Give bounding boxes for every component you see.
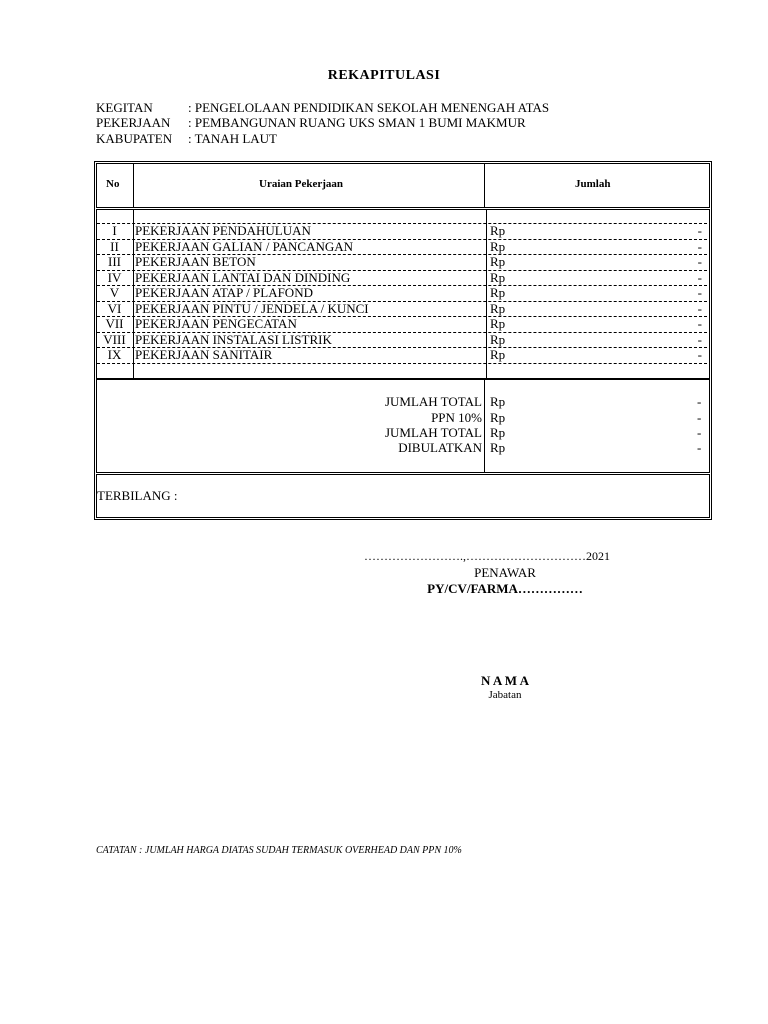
table-row <box>96 301 708 316</box>
rounded-row <box>96 440 482 455</box>
row-separator <box>97 363 707 364</box>
table-header <box>96 163 710 208</box>
row-amount: - <box>697 285 702 300</box>
total-label: JUMLAH TOTAL <box>384 394 482 409</box>
row-currency: Rp <box>490 347 506 362</box>
info-row-kegiatan <box>96 100 549 116</box>
total-label: JUMLAH TOTAL <box>384 425 482 440</box>
total-amount: - <box>697 425 702 440</box>
row-amount: - <box>697 270 702 285</box>
row-currency: Rp <box>490 254 506 269</box>
signer-position: Jabatan <box>488 689 522 701</box>
row-amount: - <box>697 223 702 238</box>
total-label: PPN 10% <box>431 410 482 425</box>
table-row <box>96 347 708 362</box>
terbilang-section <box>96 474 710 518</box>
row-currency: Rp <box>490 270 506 285</box>
table-row <box>96 223 708 238</box>
table-row <box>96 239 708 254</box>
header-divider <box>484 163 485 208</box>
signer-role: PENAWAR <box>474 565 536 580</box>
row-number: II <box>110 239 119 254</box>
date-line: …………………….,…………………………2021 <box>364 549 610 563</box>
table-row <box>96 270 708 285</box>
footnote: CATATAN : JUMLAH HARGA DIATAS SUDAH TERMASUK OVERHEAD DAN PPN 10% <box>96 845 462 856</box>
row-description: PEKERJAAN SANITAIR <box>135 347 273 362</box>
info-label: KABUPATEN <box>96 131 173 146</box>
header-desc: Uraian Pekerjaan <box>259 178 344 190</box>
row-description: PEKERJAAN BETON <box>135 254 256 269</box>
row-currency: Rp <box>490 316 506 331</box>
row-number: IX <box>107 347 122 362</box>
row-description: PEKERJAAN PINTU / JENDELA / KUNCI <box>135 301 369 316</box>
table-row <box>96 285 708 300</box>
row-currency: Rp <box>490 239 506 254</box>
header-no: No <box>106 178 120 190</box>
row-number: III <box>108 254 121 269</box>
info-value: : PEMBANGUNAN RUANG UKS SMAN 1 BUMI MAKMUR <box>188 115 526 130</box>
signer-name: N A M A <box>480 673 530 688</box>
row-currency: Rp <box>490 285 506 300</box>
row-amount: - <box>697 301 702 316</box>
row-description: PEKERJAAN ATAP / PLAFOND <box>135 285 313 300</box>
total-amount: - <box>697 410 702 425</box>
info-label: KEGITAN <box>96 100 153 115</box>
info-row-kabupaten <box>96 131 277 147</box>
row-number: VII <box>105 316 124 331</box>
row-description: PEKERJAAN LANTAI DAN DINDING <box>135 270 351 285</box>
table-row <box>96 332 708 347</box>
table-row <box>96 316 708 331</box>
terbilang-label: TERBILANG : <box>97 488 178 503</box>
table-row <box>96 254 708 269</box>
grand-total-row <box>96 425 482 440</box>
total-currency: Rp <box>490 394 506 409</box>
document-title: REKAPITULASI <box>327 68 441 83</box>
row-number: V <box>109 285 120 300</box>
row-amount: - <box>697 316 702 331</box>
row-description: PEKERJAAN PENGECATAN <box>135 316 297 331</box>
info-value: : PENGELOLAAN PENDIDIKAN SEKOLAH MENENGAH ATAS <box>188 100 550 115</box>
row-amount: - <box>697 254 702 269</box>
total-currency: Rp <box>490 410 506 425</box>
total-label: DIBULATKAN <box>398 440 482 455</box>
total-row <box>96 394 482 409</box>
company-name: PY/CV/FARMA…………… <box>427 581 583 596</box>
header-divider <box>133 163 134 208</box>
info-value: : TANAH LAUT <box>188 131 277 146</box>
row-number: VIII <box>103 332 126 347</box>
total-amount: - <box>697 440 702 455</box>
row-currency: Rp <box>490 332 506 347</box>
row-number: VI <box>107 301 122 316</box>
row-number: I <box>112 223 117 238</box>
ppn-row <box>96 410 482 425</box>
row-number: IV <box>107 270 122 285</box>
info-row-pekerjaan <box>96 115 526 131</box>
row-description: PEKERJAAN INSTALASI LISTRIK <box>135 332 332 347</box>
row-description: PEKERJAAN PENDAHULUAN <box>135 223 311 238</box>
header-amount: Jumlah <box>575 178 611 190</box>
row-amount: - <box>697 332 702 347</box>
row-currency: Rp <box>490 301 506 316</box>
info-label: PEKERJAAN <box>96 115 171 130</box>
total-currency: Rp <box>490 425 506 440</box>
row-currency: Rp <box>490 223 506 238</box>
total-amount: - <box>697 394 702 409</box>
row-amount: - <box>697 347 702 362</box>
total-currency: Rp <box>490 440 506 455</box>
row-description: PEKERJAAN GALIAN / PANCANGAN <box>135 239 354 254</box>
row-amount: - <box>697 239 702 254</box>
totals-divider <box>484 379 485 473</box>
